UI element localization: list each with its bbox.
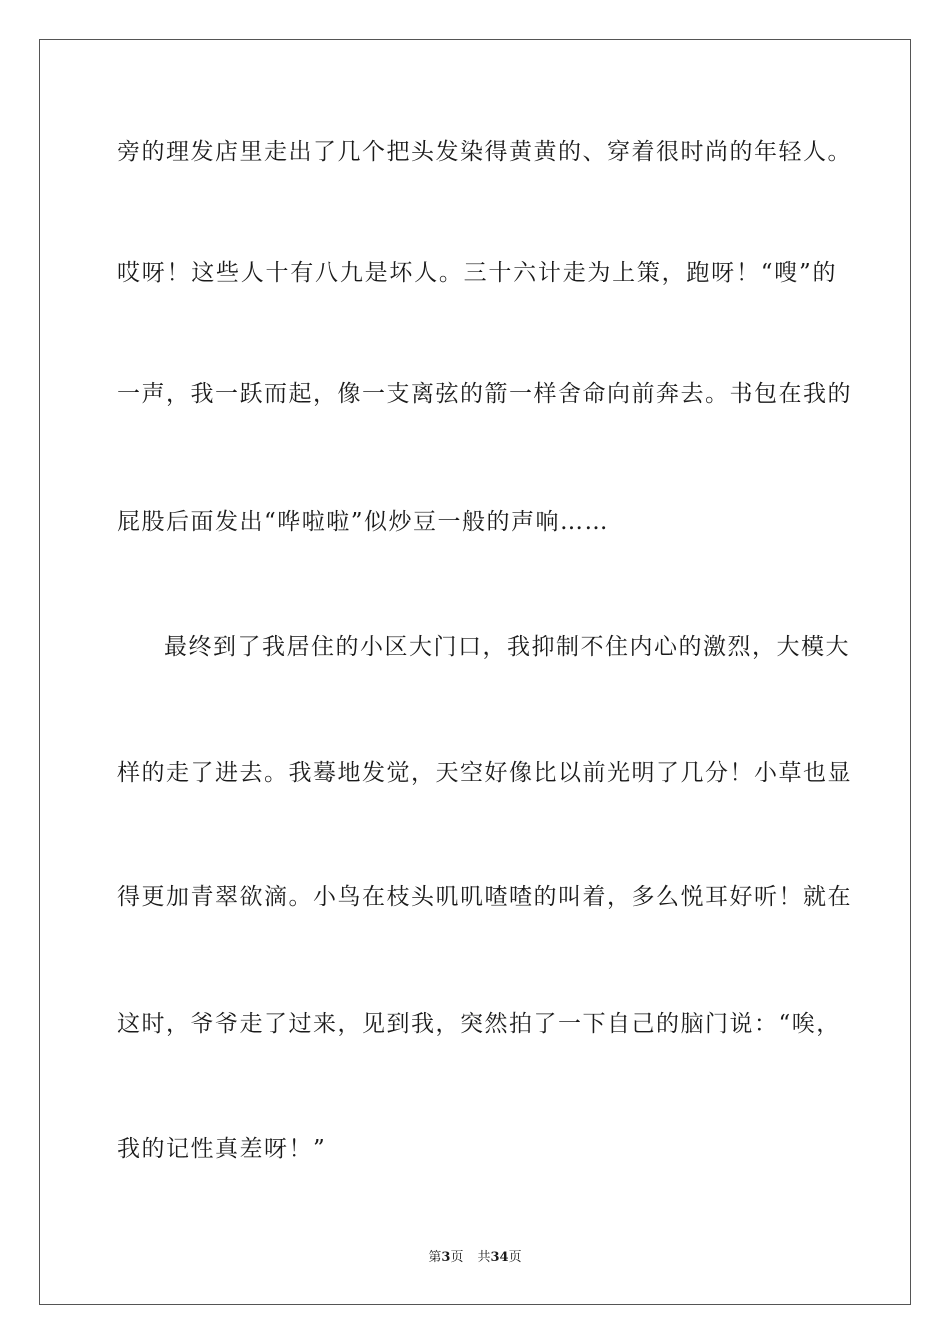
body-text-line: 旁的理发店里走出了几个把头发染得黄黄的、穿着很时尚的年轻人。	[117, 139, 852, 165]
body-text-line: 这时，爷爷走了过来，见到我，突然拍了一下自己的脑门说：“唉，	[117, 1011, 841, 1037]
paragraph-first-line: 最终到了我居住的小区大门口，我抑制不住内心的激烈，大模大	[164, 634, 850, 660]
body-text-line: 我的记性真差呀！”	[117, 1136, 327, 1162]
page-border	[39, 39, 911, 1305]
page-prefix: 第	[428, 1250, 442, 1265]
body-text-line: 屁股后面发出“哗啦啦”似炒豆一般的声响……	[117, 509, 610, 535]
body-text-line: 一声，我一跃而起，像一支离弦的箭一样舍命向前奔去。书包在我的	[117, 381, 852, 407]
page-suffix: 页	[450, 1250, 464, 1265]
total-pages: 34	[490, 1250, 509, 1265]
total-prefix: 共	[477, 1250, 491, 1265]
body-text-line: 样的走了进去。我蓦地发觉，天空好像比以前光明了几分！小草也显	[117, 760, 852, 786]
page-footer	[0, 1246, 950, 1265]
body-text-line: 得更加青翠欲滴。小鸟在枝头叽叽喳喳的叫着，多么悦耳好听！就在	[117, 884, 852, 910]
total-suffix: 页	[508, 1250, 522, 1265]
page-number: 3	[441, 1250, 451, 1265]
body-text-line: 哎呀！这些人十有八九是坏人。三十六计走为上策，跑呀！“嗖”的	[117, 260, 837, 286]
